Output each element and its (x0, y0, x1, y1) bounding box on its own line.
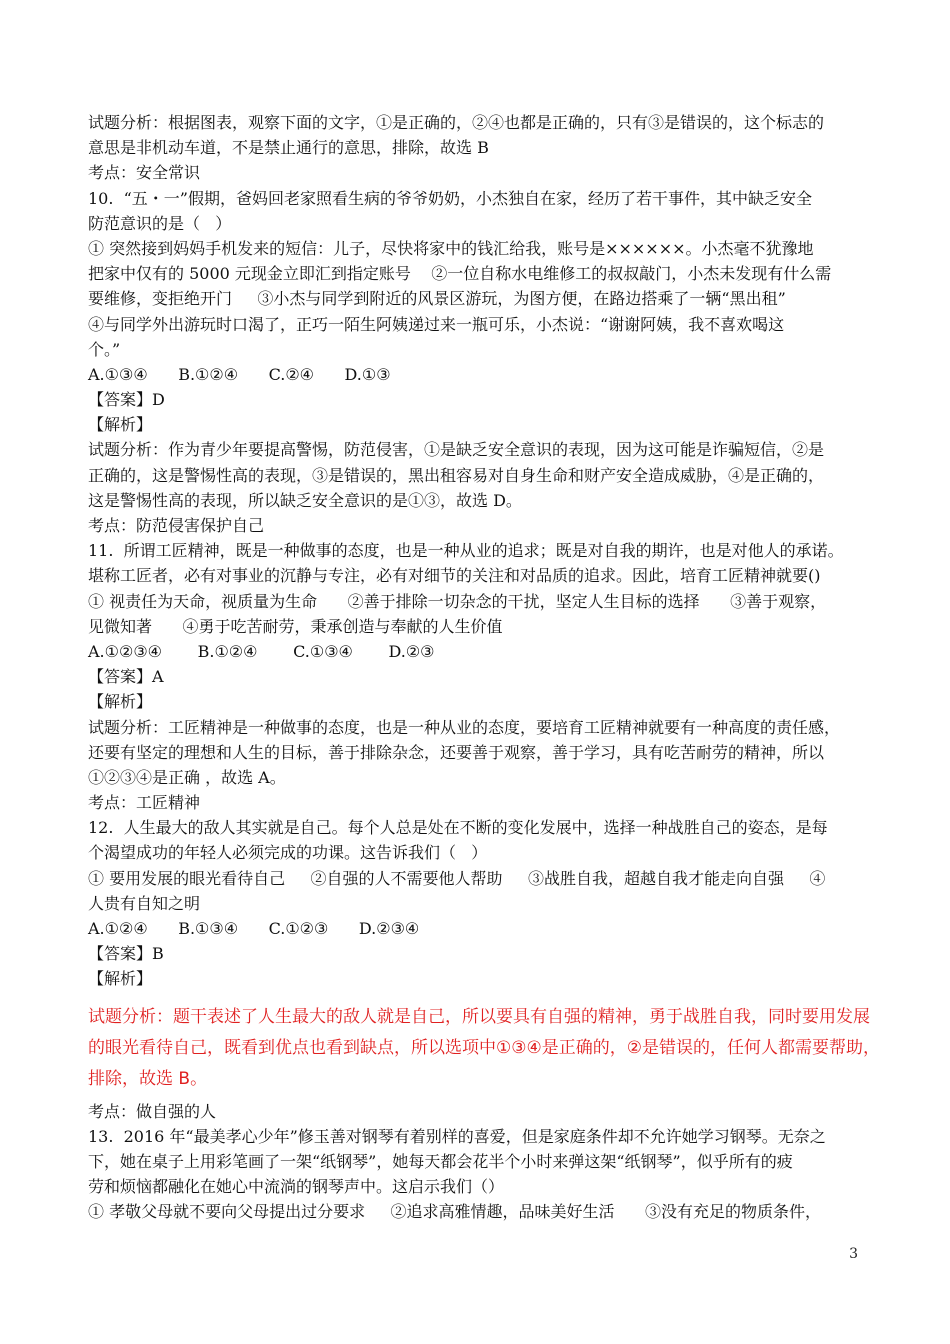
text-line: 劳和烦恼都融化在她心中流淌的钢琴声中。这启示我们（） (88, 1177, 505, 1197)
text-line: 【解析】 (88, 692, 153, 712)
text-line: ①②③④是正确 ，故选 A。 (88, 767, 286, 787)
text-line: 的眼光看待自己，既看到优点也看到缺点，所以选项中①③④是正确的，②是错误的，任何人都需要帮助， (88, 1037, 880, 1058)
text-line: ① 突然接到妈妈手机发来的短信：儿子，尽快将家中的钱汇给我，账号是××××××。小杰毫不犹豫地 (88, 238, 814, 258)
text-line: 个渴望成功的年轻人必须完成的功课。这告诉我们（ ） (88, 843, 488, 863)
text-line: 排除，故选 B。 (88, 1068, 208, 1089)
text-line: 考点：安全常识 (88, 163, 201, 183)
text-line: 考点：做自强的人 (88, 1101, 217, 1121)
text-line: 11. 所谓工匠精神，既是一种做事的态度，也是一种从业的追求；既是对自我的期许，也是对他人的承诺。 (88, 541, 844, 561)
text-line: 这是警惕性高的表现，所以缺乏安全意识的是①③，故选 D。 (88, 490, 522, 510)
text-line: 堪称工匠者，必有对事业的沉静与专注，必有对细节的关注和对品质的追求。因此，培育工匠精神就要() (88, 566, 821, 586)
text-line: A.①③④ B.①②④ C.②④ D.①③ (88, 364, 391, 384)
text-line: 【答案】D (88, 390, 165, 410)
text-line: 13. 2016 年“最美孝心少年”修玉善对钢琴有着别样的喜爱，但是家庭条件却不允许她学习钢琴。无奈之 (88, 1126, 826, 1146)
text-line: 考点：防范侵害保护自己 (88, 516, 265, 535)
text-line: 试题分析：根据图表，观察下面的文字，①是正确的，②④也都是正确的，只有③是错误的，这个标志的 (88, 113, 825, 132)
text-line: 【解析】 (88, 415, 153, 435)
text-line: A.①②③④ B.①②④ C.①③④ D.②③ (88, 641, 435, 661)
text-line: ① 要用发展的眼光看待自己 ②自强的人不需要他人帮助 ③战胜自我，超越自我才能走向自强 ④ (88, 868, 826, 888)
text-line: 防范意识的是（ ） (88, 213, 232, 233)
text-line: 试题分析：题干表述了人生最大的敌人就是自己，所以要具有自强的精神，勇于战胜自我，同时要用发展 (88, 1006, 870, 1027)
text-line: 【答案】A (88, 667, 164, 687)
text-line: ① 孝敬父母就不要向父母提出过分要求 ②追求高雅情趣，品味美好生活 ③没有充足的物质条件， (88, 1202, 822, 1222)
text-line: 试题分析：工匠精神是一种做事的态度，也是一种从业的态度，要培育工匠精神就要有一种高度的责任感， (88, 717, 841, 737)
text-line: ④与同学外出游玩时口渴了，正巧一陌生阿姨递过来一瓶可乐，小杰说：“谢谢阿姨，我不喜欢喝这 (88, 314, 785, 334)
text-line: ① 视责任为天命，视质量为生命 ②善于排除一切杂念的干扰，坚定人生目标的选择 ③善于观察， (88, 591, 827, 611)
text-line: A.①②④ B.①③④ C.①②③ D.②③④ (88, 919, 420, 938)
text-line: 见微知著 ④勇于吃苦耐劳，秉承创造与奉献的人生价值 (88, 616, 503, 636)
page-number: 3 (849, 1246, 858, 1262)
text-line: 正确的，这是警惕性高的表现，③是错误的，黑出租容易对自身生命和财产安全造成威胁，④是正确的， (88, 465, 825, 485)
text-line: 还要有坚定的理想和人生的目标，善于排除杂念，还要善于观察，善于学习，具有吃苦耐劳的精神，所以 (88, 742, 825, 762)
text-line: 意思是非机动车道，不是禁止通行的意思，排除，故选 B (88, 138, 489, 158)
text-line: 把家中仅有的 5000 元现金立即汇到指定账号 ②一位自称水电维修工的叔叔敲门，小杰未发现有什么需 (88, 264, 832, 284)
text-line: 【答案】B (88, 944, 164, 964)
text-line: 要维修，变拒绝开门 ③小杰与同学到附近的风景区游玩，为图方便，在路边搭乘了一辆“黑出租” (88, 289, 786, 309)
text-line: 考点：工匠精神 (88, 793, 201, 813)
trailing-text-block (88, 1099, 878, 1225)
text-line: 个。” (88, 339, 121, 359)
highlighted-analysis-block (88, 1002, 878, 1095)
text-line: 人贵有自知之明 (88, 893, 201, 913)
text-line: 12. 人生最大的敌人其实就是自己。每个人总是处在不断的变化发展中，选择一种战胜自己的姿态，是每 (88, 818, 828, 838)
page-content (88, 110, 878, 1225)
text-line: 10. “五・一”假期，爸妈回老家照看生病的爷爷奶奶，小杰独自在家，经历了若干事件，其中缺乏安全 (88, 188, 812, 208)
text-line: 下，她在桌子上用彩笔画了一架“纸钢琴”，她每天都会花半个小时来弹这架“纸钢琴”，似乎所有的疲 (88, 1151, 793, 1171)
text-line: 试题分析：作为青少年要提高警惕，防范侵害，①是缺乏安全意识的表现，因为这可能是诈骗短信，②是 (88, 440, 825, 460)
main-text-block (88, 110, 878, 992)
text-line: 【解析】 (88, 969, 153, 989)
